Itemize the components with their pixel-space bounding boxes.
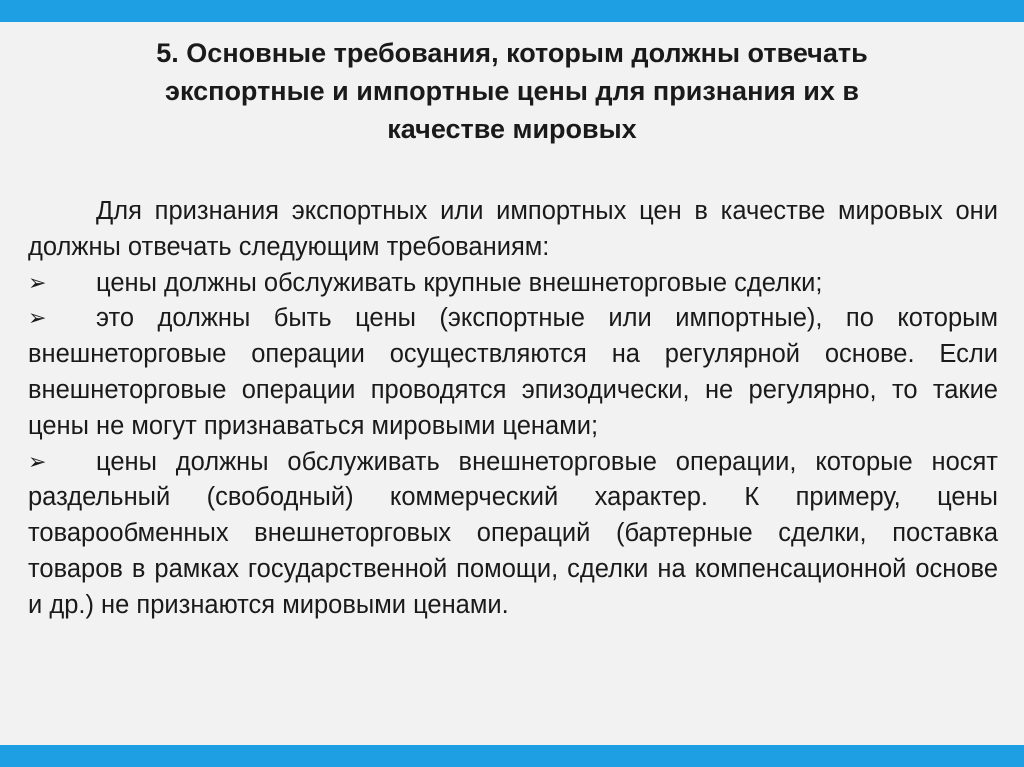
list-item-text: цены должны обслуживать внешнеторговые операции, которые носят раздельный (свободный) коммерческий характер. К примеру, цены товарообменных внешнеторговых операций (бартерные сделки, поставка товаров в рамках государственной помощи, сделки на компенсационной основе и др.) не признаются мировыми ценами. <box>28 447 998 619</box>
title-line: 5. Основные требования, которым должны отвечать <box>156 38 868 68</box>
list-item <box>28 301 998 444</box>
arrow-bullet-icon: ➢ <box>28 306 47 332</box>
arrow-bullet-icon: ➢ <box>28 449 47 475</box>
title-line: экспортные и импортные цены для признания их в <box>165 76 859 106</box>
list-item <box>28 266 998 302</box>
intro-paragraph: Для признания экспортных или импортных цен в качестве мировых они должны отвечать следующим требованиям: <box>28 197 998 261</box>
list-item-text: цены должны обслуживать крупные внешнеторговые сделки; <box>96 268 823 297</box>
bottom-accent-bar <box>0 745 1024 767</box>
slide-title <box>40 34 984 148</box>
slide-body <box>28 194 998 624</box>
title-line: качестве мировых <box>387 114 637 144</box>
arrow-bullet-icon: ➢ <box>28 270 47 296</box>
top-accent-bar <box>0 0 1024 22</box>
list-item-text: это должны быть цены (экспортные или импортные), по которым внешнеторговые операции осуществляются на регулярной основе. Если внешнеторговые операции проводятся эпизодически, не регулярно, то такие цены не могут признаваться мировыми ценами; <box>28 304 998 440</box>
list-item <box>28 445 998 624</box>
